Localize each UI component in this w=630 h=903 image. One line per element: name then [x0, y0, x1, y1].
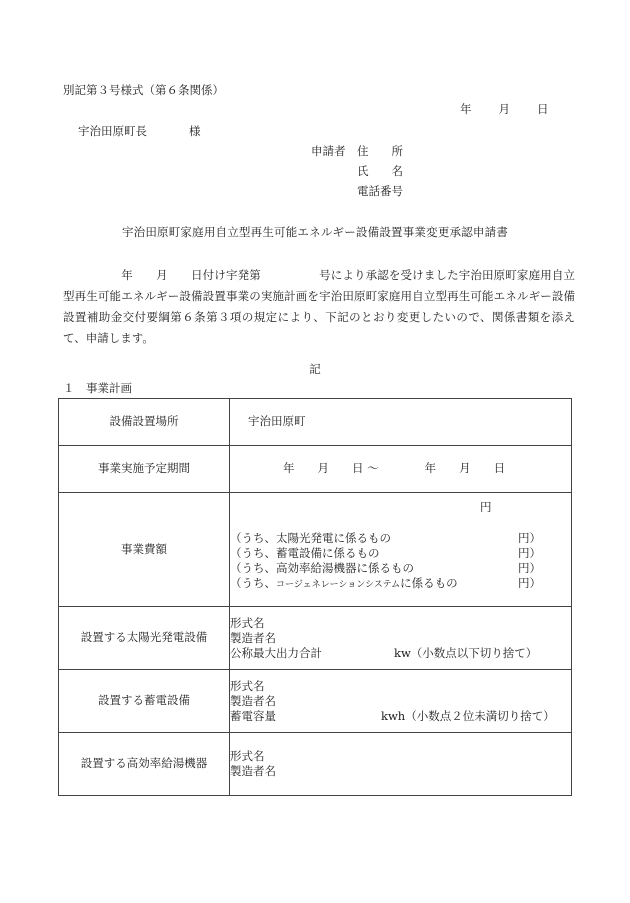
water-heater-label: 設置する高効率給湯機器 — [59, 733, 230, 796]
body-text: 年 月 日付け宇発第 号により承認を受けました宇治田原町家庭用自立型再生可能エネルギー設備設置事業の実施計画を宇治田原町家庭用自立型再生可能エネルギー設備設置補助金交付要綱第６条第３項の規定により、下記のとおり変更したいので、関係書類を添えて、申請します。 — [63, 268, 575, 345]
storage-cell — [230, 670, 572, 733]
date-year: 年 — [460, 102, 472, 116]
location-label: 設備設置場所 — [59, 399, 230, 446]
address-label: 住 所 — [357, 144, 403, 158]
addressee-suffix: 様 — [189, 124, 201, 138]
cost-yen-close: 円） — [518, 576, 541, 590]
form-label: 別記第３号様式（第６条関係） — [63, 83, 224, 97]
cost-storage: （うち、蓄電設備に係るもの — [230, 546, 380, 560]
business-plan-table — [58, 398, 572, 796]
table-row — [59, 446, 572, 493]
cost-cogen-small: コージェネレーションシステム — [276, 580, 401, 590]
model-name: 形式名 — [230, 678, 265, 693]
table-row — [59, 493, 572, 607]
model-name: 形式名 — [230, 615, 265, 630]
manufacturer: 製造者名 — [230, 693, 276, 708]
period-value: 年 月 日 ～ 年 月 日 — [230, 446, 572, 493]
ki-heading: 記 — [309, 362, 321, 376]
applicant-label: 申請者 — [311, 144, 346, 158]
solar-output-unit: kw（小数点以下切り捨て） — [394, 645, 538, 660]
date-day: 日 — [537, 102, 549, 116]
water-heater-cell — [230, 733, 572, 796]
location-value: 宇治田原町 — [230, 399, 572, 446]
table-row — [59, 733, 572, 796]
solar-label: 設置する太陽光発電設備 — [59, 607, 230, 670]
manufacturer: 製造者名 — [230, 630, 276, 645]
cost-yen-close: 円） — [518, 561, 541, 575]
document-title: 宇治田原町家庭用自立型再生可能エネルギー設備設置事業変更承認申請書 — [121, 225, 509, 239]
cost-cell — [230, 493, 572, 607]
name-label: 氏 名 — [357, 164, 403, 178]
cost-solar: （うち、太陽光発電に係るもの — [230, 531, 391, 545]
solar-output: 公称最大出力合計 — [230, 645, 322, 660]
storage-capacity-unit: kwh（小数点２位未満切り捨て） — [381, 708, 555, 723]
section-title: １ 事業計画 — [63, 381, 132, 395]
solar-cell — [230, 607, 572, 670]
cost-water-heater: （うち、高効率給湯機器に係るもの — [230, 561, 414, 575]
table-row — [59, 399, 572, 446]
manufacturer: 製造者名 — [230, 764, 276, 778]
cost-yen-close: 円） — [518, 531, 541, 545]
storage-label: 設置する蓄電設備 — [59, 670, 230, 733]
cost-cogen-suffix: に係るもの — [400, 576, 458, 590]
table-row — [59, 607, 572, 670]
phone-label: 電話番号 — [357, 184, 403, 198]
cost-cogen-prefix: （うち、 — [230, 576, 276, 590]
addressee — [78, 126, 201, 138]
cost-total-unit: 円 — [480, 500, 492, 514]
storage-capacity: 蓄電容量 — [230, 708, 276, 723]
table-row — [59, 670, 572, 733]
date-month: 月 — [498, 102, 510, 116]
period-label: 事業実施予定期間 — [59, 446, 230, 493]
addressee-name: 宇治田原町長 — [78, 124, 147, 138]
date-line — [460, 104, 549, 116]
model-name: 形式名 — [230, 749, 265, 763]
cost-label: 事業費額 — [59, 493, 230, 607]
cost-yen-close: 円） — [518, 546, 541, 560]
